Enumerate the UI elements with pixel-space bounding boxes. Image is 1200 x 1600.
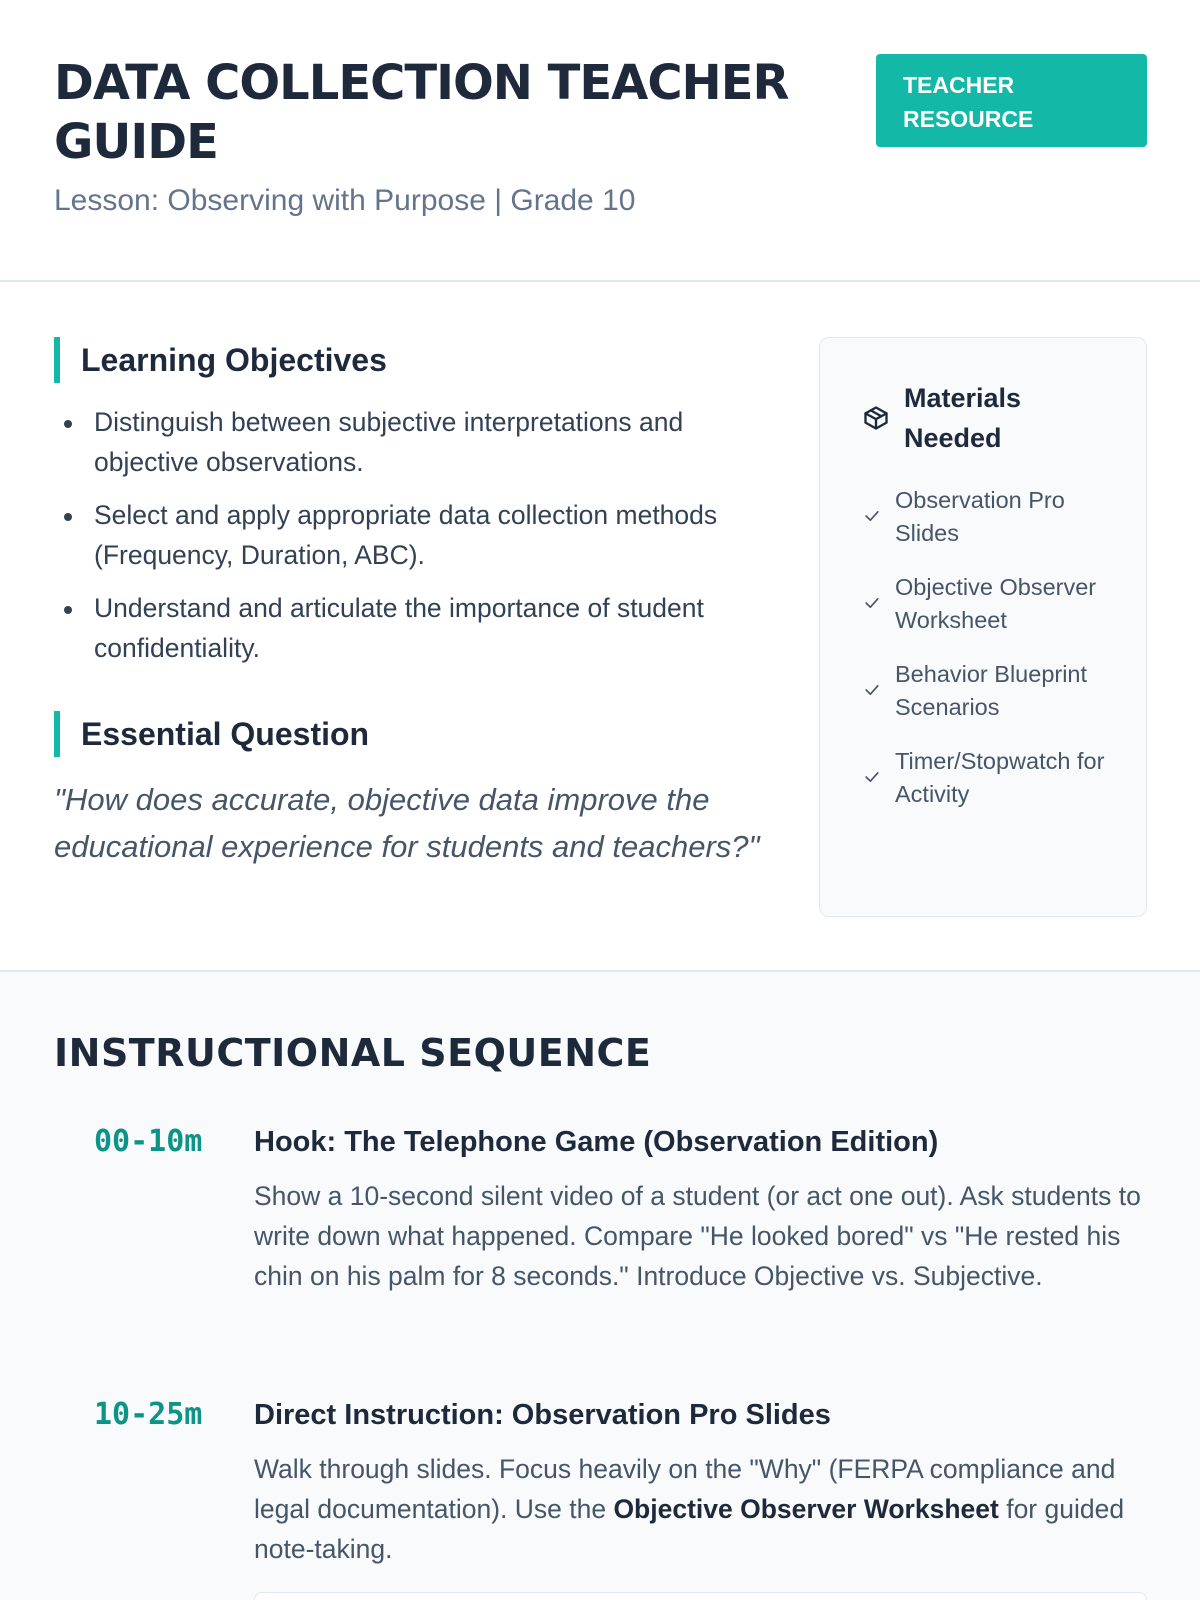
bullet-icon [64, 606, 72, 614]
teacher-resource-badge: TEACHER RESOURCE [876, 54, 1147, 147]
bullet-icon [64, 513, 72, 521]
instructional-sequence-section [0, 970, 1200, 1600]
worksheet-reference: Objective Observer Worksheet [613, 1494, 999, 1524]
package-icon [862, 404, 890, 432]
check-icon [862, 767, 882, 787]
material-item-label: Timer/Stopwatch for Activity [895, 748, 1105, 807]
materials-title: Materials Needed [904, 383, 1022, 453]
check-icon [862, 593, 882, 613]
materials-list [862, 484, 1122, 832]
step-title: Hook: The Telephone Game (Observation Edition) [254, 1126, 939, 1158]
material-item-label: Behavior Blueprint Scenarios [895, 661, 1088, 720]
list-item [862, 658, 1122, 745]
check-icon [862, 680, 882, 700]
step-description: Show a 10-second silent video of a student (or act one out). Ask students to write down what happened. Compare "He looked bored" vs "He rested his chin on his palm for 8 seconds." Introduce Objective vs. Subjective. [254, 1181, 1141, 1291]
list-item [862, 484, 1122, 571]
step-description [254, 1449, 1144, 1569]
step-description-text: for guided note-taking. [254, 1494, 1125, 1564]
bullet-icon [64, 420, 72, 428]
step-description-text: Walk through slides. Focus heavily on the "Why" (FERPA compliance and legal documentation). Use the [254, 1454, 1116, 1524]
list-item [862, 745, 1122, 832]
page-title: DATA COLLECTION TEACHER GUIDE [54, 55, 789, 170]
objective-text: Distinguish between subjective interpretations and objective observations. [94, 407, 684, 477]
list-item [862, 571, 1122, 658]
lesson-subtitle: Lesson: Observing with Purpose | Grade 10 [54, 184, 636, 217]
list-item [54, 402, 774, 482]
material-item-label: Objective Observer Worksheet [895, 574, 1097, 633]
material-item-label: Observation Pro Slides [895, 487, 1065, 546]
page-header [0, 0, 1200, 282]
check-icon [862, 506, 882, 526]
learning-objectives-heading: Learning Objectives [54, 337, 387, 383]
objective-text: Select and apply appropriate data collection methods (Frequency, Duration, ABC). [94, 500, 718, 570]
essential-question-text: "How does accurate, objective data improve the educational experience for students and teachers?" [54, 782, 760, 864]
list-item [54, 495, 774, 575]
objective-text: Understand and articulate the importance of student confidentiality. [94, 593, 704, 663]
sequence-heading: INSTRUCTIONAL SEQUENCE [54, 1031, 652, 1075]
step-time: 10-25m [94, 1397, 203, 1432]
materials-card [819, 337, 1147, 917]
step-title: Direct Instruction: Observation Pro Slides [254, 1399, 831, 1431]
essential-question-heading: Essential Question [54, 711, 369, 757]
list-item [54, 588, 774, 668]
next-step-card [254, 1592, 1147, 1600]
objectives-list [54, 402, 774, 681]
step-time: 00-10m [94, 1124, 203, 1159]
